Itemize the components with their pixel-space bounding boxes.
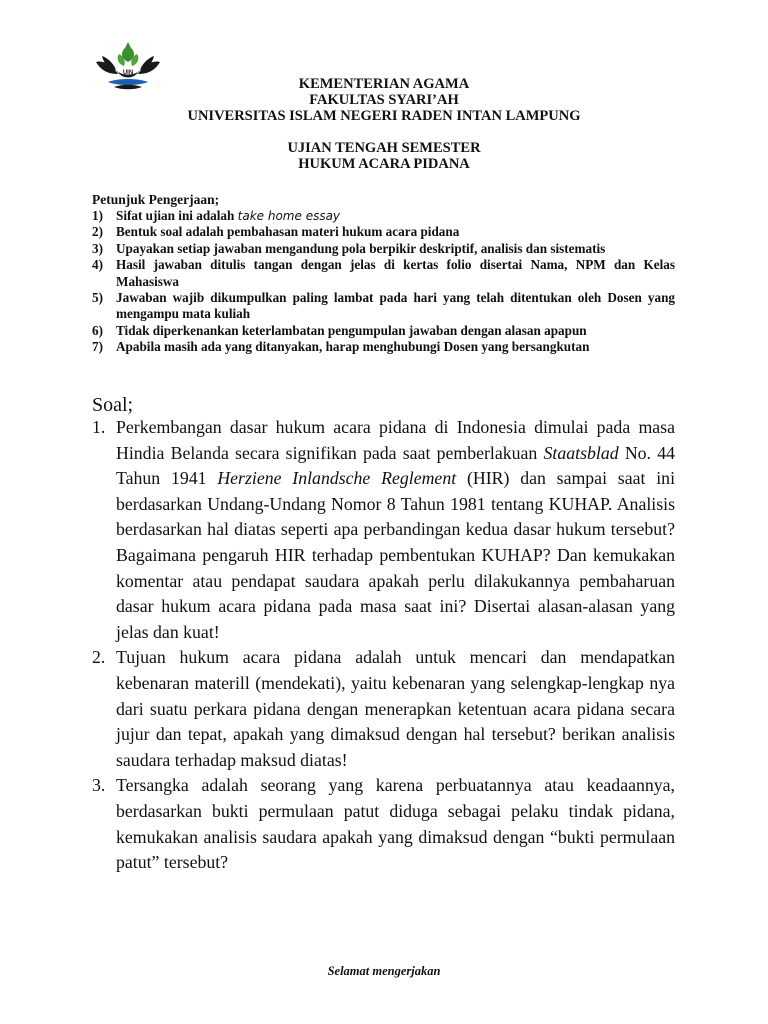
question-item — [92, 645, 675, 773]
question-text: Tersangka adalah seorang yang karena perbuatannya atau keadaannya, berdasarkan bukti permulaan patut diduga sebagai pelaku tindak pidana, kemukakan analisis saudara apakah yang dimaksud dengan “bukti permulaan patut” tersebut? — [116, 775, 675, 873]
question-item — [92, 415, 675, 645]
instruction-text: Bentuk soal adalah pembahasan materi hukum acara pidana — [116, 224, 460, 240]
instructions-title: Petunjuk Pengerjaan; — [92, 192, 220, 207]
instruction-number: 2) — [92, 224, 103, 240]
instruction-emphasis: take home essay — [237, 209, 341, 223]
instruction-item — [92, 339, 675, 355]
question-number: 3. — [92, 775, 106, 796]
instruction-item — [92, 257, 675, 290]
course-name: HUKUM ACARA PIDANA — [298, 156, 470, 172]
instructions-list — [92, 208, 675, 356]
institution-header — [0, 76, 768, 124]
instruction-item — [92, 290, 675, 323]
question-text: (HIR) dan sampai saat ini berdasarkan Undang-Undang Nomor 8 Tahun 1981 tentang KUHAP. Analisis berdasarkan hal diatas seperti apa perbandingan kedua dasar hukum tersebut? Bagaimana pengaruh HIR terhadap pembentukan KUHAP? Dan kemukakan komentar atau pendapat saudara apakah perlu dilakukannya pembaharuan dasar hukum acara pidana pada masa saat ini? Disertai alasan-alasan yang jelas dan kuat! — [116, 468, 676, 642]
instruction-number: 6) — [92, 322, 103, 338]
ministry-name: KEMENTERIAN AGAMA — [298, 76, 470, 92]
instruction-item — [92, 208, 675, 224]
instruction-item — [92, 241, 675, 257]
instruction-text: Upayakan setiap jawaban mengandung pola berpikir deskriptif, analisis dan sistematis — [116, 240, 606, 256]
university-name: UNIVERSITAS ISLAM NEGERI RADEN INTAN LAMPUNG — [187, 108, 581, 124]
instruction-text: Apabila masih ada yang ditanyakan, harap menghubungi Dosen yang bersangkutan — [116, 339, 590, 355]
question-number: 1. — [92, 417, 106, 437]
exam-header — [0, 140, 768, 172]
exam-title: UJIAN TENGAH SEMESTER — [287, 140, 481, 156]
faculty-name: FAKULTAS SYARI’AH — [309, 92, 459, 108]
logo-text: UIN — [122, 70, 134, 76]
instruction-text: Sifat ujian ini adalah — [116, 208, 238, 223]
question-text: Perkembangan dasar hukum acara pidana di Indonesia dimulai pada masa Hindia Belanda secara signifikan pada saat pemberlakuan — [116, 417, 675, 463]
instruction-number: 1) — [92, 208, 103, 223]
question-item — [92, 773, 675, 875]
questions-list — [92, 415, 675, 876]
instruction-number: 5) — [92, 290, 103, 306]
instruction-number: 4) — [92, 257, 103, 273]
question-text: No. 44 Tahun 1941 — [116, 442, 675, 489]
question-emphasis: Staatsblad — [543, 442, 619, 463]
question-text: Tujuan hukum acara pidana adalah untuk mencari dan mendapatkan kebenaran materill (mendekati), yaitu kebenaran yang selengkap-lengkap nya dari suatu perkara pidana dengan menerapkan ketentuan acara pidana secara jujur dan tepat, apakah yang dimaksud dengan hal tersebut? berikan analisis saudara terhadap maksud diatas! — [116, 647, 675, 770]
instruction-item — [92, 224, 675, 240]
instruction-text: Jawaban wajib dikumpulkan paling lambat pada hari yang telah ditentukan oleh Dosen yang mengampu mata kuliah — [116, 290, 675, 322]
instruction-text: Hasil jawaban ditulis tangan dengan jelas di kertas folio disertai Nama, NPM dan Kelas Mahasiswa — [116, 257, 675, 289]
instruction-item — [92, 323, 675, 339]
closing-note: Selamat mengerjakan — [327, 964, 441, 978]
questions-title: Soal; — [92, 394, 134, 416]
instruction-number: 3) — [92, 240, 103, 256]
question-emphasis: Herziene Inlandsche Reglement — [217, 468, 457, 489]
instruction-number: 7) — [92, 339, 103, 355]
instruction-text: Tidak diperkenankan keterlambatan pengumpulan jawaban dengan alasan apapun — [116, 322, 587, 338]
question-number: 2. — [92, 647, 106, 668]
